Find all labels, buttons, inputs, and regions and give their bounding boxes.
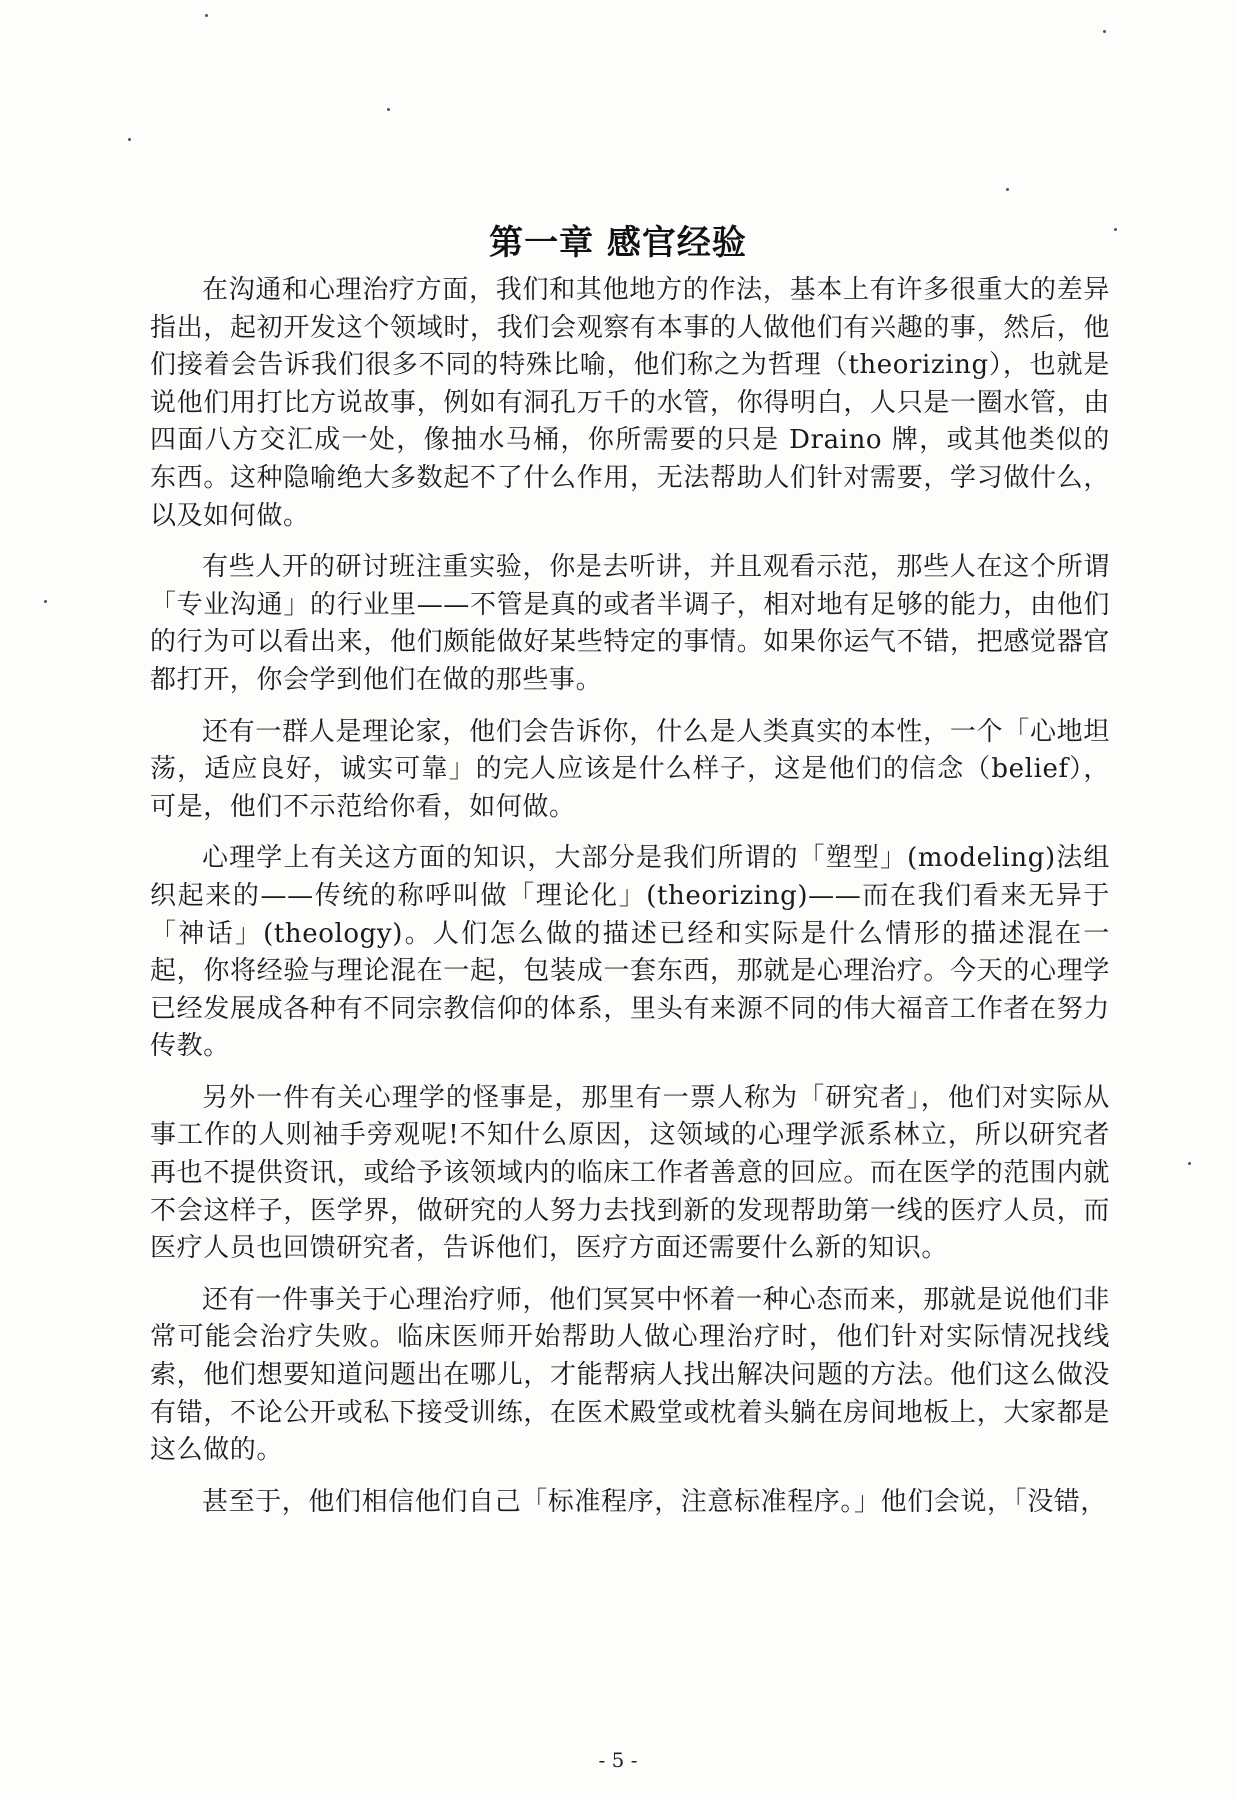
chapter-title: 第一章 感官经验 (489, 222, 747, 263)
scan-speck (205, 14, 208, 17)
scan-speck (1188, 1162, 1191, 1165)
body-text (150, 272, 1110, 1535)
scan-speck (387, 108, 390, 111)
paragraph: 甚至于，他们相信他们自己「标准程序，注意标准程序。」他们会说，「没错， (202, 1486, 1108, 1517)
paragraph: 另外一件有关心理学的怪事是，那里有一票人称为「研究者」，他们对实际从事工作的人则袖手旁观呢!不知什么原因，这领域的心理学派系林立，所以研究者再也不提供资讯，或给予该领域内的临床工作者善意的回应。而在医学的范围内就不会这样子，医学界，做研究的人努力去找到新的发现帮助第一线的医疗人员，而医疗人员也回馈研究者，告诉他们，医疗方面还需要什么新的知识。 (150, 1082, 1110, 1264)
scan-speck (128, 138, 131, 141)
page-number: - 5 - (598, 1748, 638, 1772)
paragraph: 还有一群人是理论家，他们会告诉你，什么是人类真实的本性，一个「心地坦荡，适应良好，诚实可靠」的完人应该是什么样子，这是他们的信念（belief），可是，他们不示范给你看，如何做。 (150, 716, 1110, 822)
paragraph: 还有一件事关于心理治疗师，他们冥冥中怀着一种心态而来，那就是说他们非常可能会治疗失败。临床医师开始帮助人做心理治疗时，他们针对实际情况找线索，他们想要知道问题出在哪儿，才能帮病人找出解决问题的方法。他们这么做没有错，不论公开或私下接受训练，在医术殿堂或枕着头躺在房间地板上，大家都是这么做的。 (150, 1284, 1110, 1466)
paragraph: 有些人开的研讨班注重实验，你是去听讲，并且观看示范，那些人在这个所谓「专业沟通」的行业里——不管是真的或者半调子，相对地有足够的能力，由他们的行为可以看出来，他们颇能做好某些特定的事情。如果你运气不错，把感觉器官都打开，你会学到他们在做的那些事。 (150, 552, 1110, 695)
paragraph: 在沟通和心理治疗方面，我们和其他地方的作法，基本上有许多很重大的差异指出，起初开发这个领域时，我们会观察有本事的人做他们有兴趣的事，然后，他们接着会告诉我们很多不同的特殊比喻，他们称之为哲理（theorizing），也就是说他们用打比方说故事，例如有洞孔万千的水管，你得明白，人只是一圈水管，由四面八方交汇成一处，像抽水马桶，你所需要的只是 Draino 牌，或其他类似的东西。这种隐喻绝大多数起不了什么作用，无法帮助人们针对需要，学习做什么，以及如何做。 (150, 275, 1110, 531)
paragraph: 心理学上有关这方面的知识，大部分是我们所谓的「塑型」(modeling)法组织起来的——传统的称呼叫做「理论化」(theorizing)——而在我们看来无异于「神话」(theology)。人们怎么做的描述已经和实际是什么情形的描述混在一起，你将经验与理论混在一起，包装成一套东西，那就是心理治疗。今天的心理学已经发展成各种有不同宗教信仰的体系，里头有来源不同的伟大福音工作者在努力传教。 (150, 843, 1110, 1062)
scan-speck (1006, 188, 1009, 191)
scan-speck (1103, 30, 1106, 33)
scan-speck (44, 600, 47, 603)
